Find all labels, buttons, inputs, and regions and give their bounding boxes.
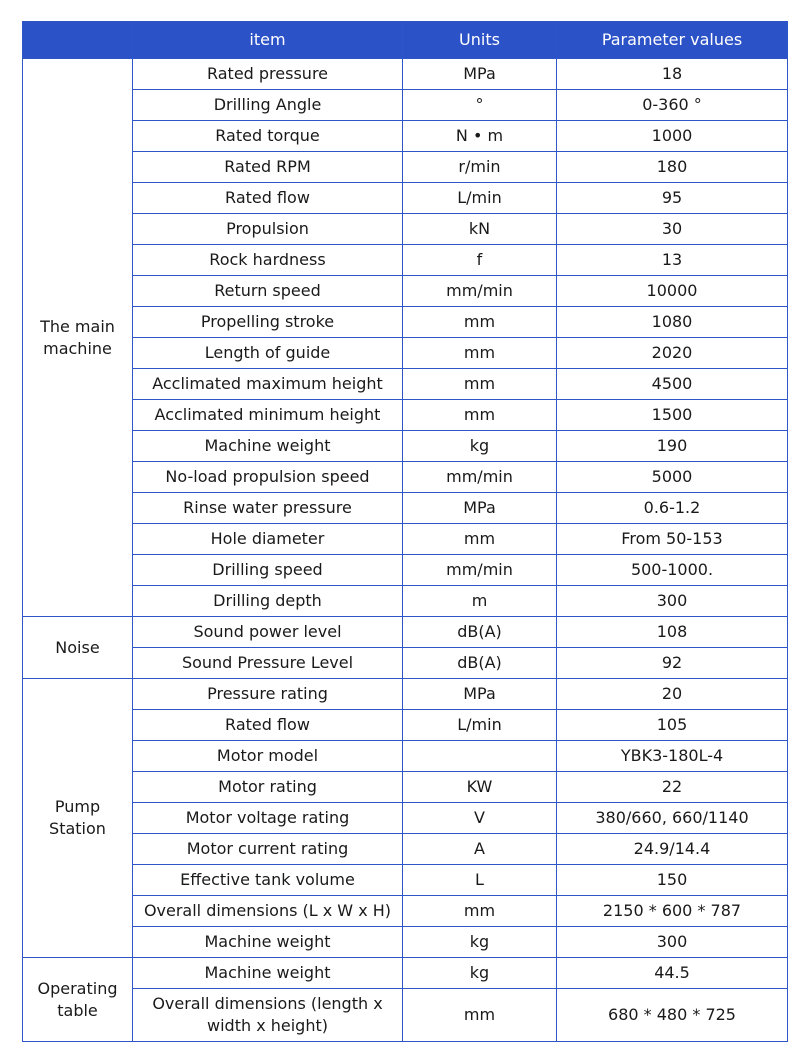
table-row bbox=[23, 648, 788, 679]
parameter-table bbox=[22, 21, 788, 1042]
table-row bbox=[23, 90, 788, 121]
unit-cell: KW bbox=[403, 772, 557, 803]
unit-cell: ° bbox=[403, 90, 557, 121]
value-cell: YBK3-180L-4 bbox=[557, 741, 788, 772]
table-row bbox=[23, 958, 788, 989]
unit-cell: mm bbox=[403, 338, 557, 369]
table-body bbox=[23, 59, 788, 1042]
table-row bbox=[23, 989, 788, 1042]
item-cell: Rated RPM bbox=[133, 152, 403, 183]
value-cell: 24.9/14.4 bbox=[557, 834, 788, 865]
value-cell: From 50-153 bbox=[557, 524, 788, 555]
value-cell: 13 bbox=[557, 245, 788, 276]
table-row bbox=[23, 245, 788, 276]
item-cell: Overall dimensions (L x W x H) bbox=[133, 896, 403, 927]
unit-cell: dB(A) bbox=[403, 648, 557, 679]
header-group bbox=[23, 22, 133, 59]
value-cell: 108 bbox=[557, 617, 788, 648]
item-cell: Drilling depth bbox=[133, 586, 403, 617]
table-row bbox=[23, 555, 788, 586]
table-row bbox=[23, 400, 788, 431]
unit-cell: kN bbox=[403, 214, 557, 245]
table-row bbox=[23, 462, 788, 493]
value-cell: 2020 bbox=[557, 338, 788, 369]
item-cell: Motor rating bbox=[133, 772, 403, 803]
item-cell: Sound power level bbox=[133, 617, 403, 648]
value-cell: 18 bbox=[557, 59, 788, 90]
item-cell: Machine weight bbox=[133, 431, 403, 462]
value-cell: 0.6-1.2 bbox=[557, 493, 788, 524]
table-row bbox=[23, 431, 788, 462]
item-cell: Pressure rating bbox=[133, 679, 403, 710]
group-label: The main machine bbox=[23, 59, 133, 617]
item-cell: Rated flow bbox=[133, 710, 403, 741]
unit-cell bbox=[403, 741, 557, 772]
item-cell: Motor model bbox=[133, 741, 403, 772]
value-cell: 10000 bbox=[557, 276, 788, 307]
item-cell: Machine weight bbox=[133, 927, 403, 958]
unit-cell: mm bbox=[403, 400, 557, 431]
table-row bbox=[23, 183, 788, 214]
table-row bbox=[23, 586, 788, 617]
table-row bbox=[23, 59, 788, 90]
value-cell: 680 * 480 * 725 bbox=[557, 989, 788, 1042]
unit-cell: L/min bbox=[403, 183, 557, 214]
table-row bbox=[23, 896, 788, 927]
unit-cell: r/min bbox=[403, 152, 557, 183]
item-cell: Acclimated maximum height bbox=[133, 369, 403, 400]
unit-cell: A bbox=[403, 834, 557, 865]
value-cell: 150 bbox=[557, 865, 788, 896]
unit-cell: mm/min bbox=[403, 555, 557, 586]
table-row bbox=[23, 803, 788, 834]
item-cell: Rinse water pressure bbox=[133, 493, 403, 524]
header-row bbox=[23, 22, 788, 59]
table-row bbox=[23, 214, 788, 245]
table-row bbox=[23, 865, 788, 896]
value-cell: 0-360 ° bbox=[557, 90, 788, 121]
value-cell: 30 bbox=[557, 214, 788, 245]
table-row bbox=[23, 710, 788, 741]
unit-cell: dB(A) bbox=[403, 617, 557, 648]
item-cell: Drilling speed bbox=[133, 555, 403, 586]
item-cell: Propelling stroke bbox=[133, 307, 403, 338]
header-units: Units bbox=[403, 22, 557, 59]
value-cell: 20 bbox=[557, 679, 788, 710]
value-cell: 380/660, 660/1140 bbox=[557, 803, 788, 834]
item-cell: Motor current rating bbox=[133, 834, 403, 865]
unit-cell: L/min bbox=[403, 710, 557, 741]
value-cell: 105 bbox=[557, 710, 788, 741]
item-cell: Propulsion bbox=[133, 214, 403, 245]
item-cell: Hole diameter bbox=[133, 524, 403, 555]
value-cell: 180 bbox=[557, 152, 788, 183]
unit-cell: mm/min bbox=[403, 462, 557, 493]
table-row bbox=[23, 617, 788, 648]
value-cell: 1080 bbox=[557, 307, 788, 338]
value-cell: 190 bbox=[557, 431, 788, 462]
item-cell: Return speed bbox=[133, 276, 403, 307]
item-cell: Drilling Angle bbox=[133, 90, 403, 121]
item-cell: Effective tank volume bbox=[133, 865, 403, 896]
table-row bbox=[23, 307, 788, 338]
unit-cell: MPa bbox=[403, 493, 557, 524]
table-row bbox=[23, 338, 788, 369]
value-cell: 500-1000. bbox=[557, 555, 788, 586]
group-label: Operating table bbox=[23, 958, 133, 1042]
value-cell: 1000 bbox=[557, 121, 788, 152]
unit-cell: mm bbox=[403, 896, 557, 927]
value-cell: 1500 bbox=[557, 400, 788, 431]
table-row bbox=[23, 524, 788, 555]
value-cell: 300 bbox=[557, 586, 788, 617]
item-cell: Rated flow bbox=[133, 183, 403, 214]
value-cell: 2150 * 600 * 787 bbox=[557, 896, 788, 927]
table-row bbox=[23, 493, 788, 524]
group-label: Pump Station bbox=[23, 679, 133, 958]
value-cell: 92 bbox=[557, 648, 788, 679]
table-row bbox=[23, 679, 788, 710]
unit-cell: kg bbox=[403, 927, 557, 958]
table-row bbox=[23, 152, 788, 183]
unit-cell: mm bbox=[403, 369, 557, 400]
item-cell: Machine weight bbox=[133, 958, 403, 989]
unit-cell: mm bbox=[403, 989, 557, 1042]
table-row bbox=[23, 834, 788, 865]
value-cell: 300 bbox=[557, 927, 788, 958]
table-row bbox=[23, 276, 788, 307]
value-cell: 22 bbox=[557, 772, 788, 803]
item-cell: Length of guide bbox=[133, 338, 403, 369]
group-label: Noise bbox=[23, 617, 133, 679]
item-cell: No-load propulsion speed bbox=[133, 462, 403, 493]
item-cell: Overall dimensions (length x width x height) bbox=[133, 989, 403, 1042]
value-cell: 44.5 bbox=[557, 958, 788, 989]
unit-cell: L bbox=[403, 865, 557, 896]
table-row bbox=[23, 927, 788, 958]
unit-cell: MPa bbox=[403, 679, 557, 710]
unit-cell: mm bbox=[403, 307, 557, 338]
unit-cell: V bbox=[403, 803, 557, 834]
unit-cell: kg bbox=[403, 958, 557, 989]
item-cell: Rock hardness bbox=[133, 245, 403, 276]
value-cell: 5000 bbox=[557, 462, 788, 493]
unit-cell: mm bbox=[403, 524, 557, 555]
unit-cell: N • m bbox=[403, 121, 557, 152]
unit-cell: f bbox=[403, 245, 557, 276]
header-parameter-values: Parameter values bbox=[557, 22, 788, 59]
unit-cell: MPa bbox=[403, 59, 557, 90]
item-cell: Motor voltage rating bbox=[133, 803, 403, 834]
header-item: item bbox=[133, 22, 403, 59]
table-row bbox=[23, 772, 788, 803]
item-cell: Rated pressure bbox=[133, 59, 403, 90]
item-cell: Rated torque bbox=[133, 121, 403, 152]
value-cell: 4500 bbox=[557, 369, 788, 400]
value-cell: 95 bbox=[557, 183, 788, 214]
unit-cell: kg bbox=[403, 431, 557, 462]
table-row bbox=[23, 741, 788, 772]
table-row bbox=[23, 121, 788, 152]
table-row bbox=[23, 369, 788, 400]
unit-cell: m bbox=[403, 586, 557, 617]
unit-cell: mm/min bbox=[403, 276, 557, 307]
item-cell: Acclimated minimum height bbox=[133, 400, 403, 431]
item-cell: Sound Pressure Level bbox=[133, 648, 403, 679]
